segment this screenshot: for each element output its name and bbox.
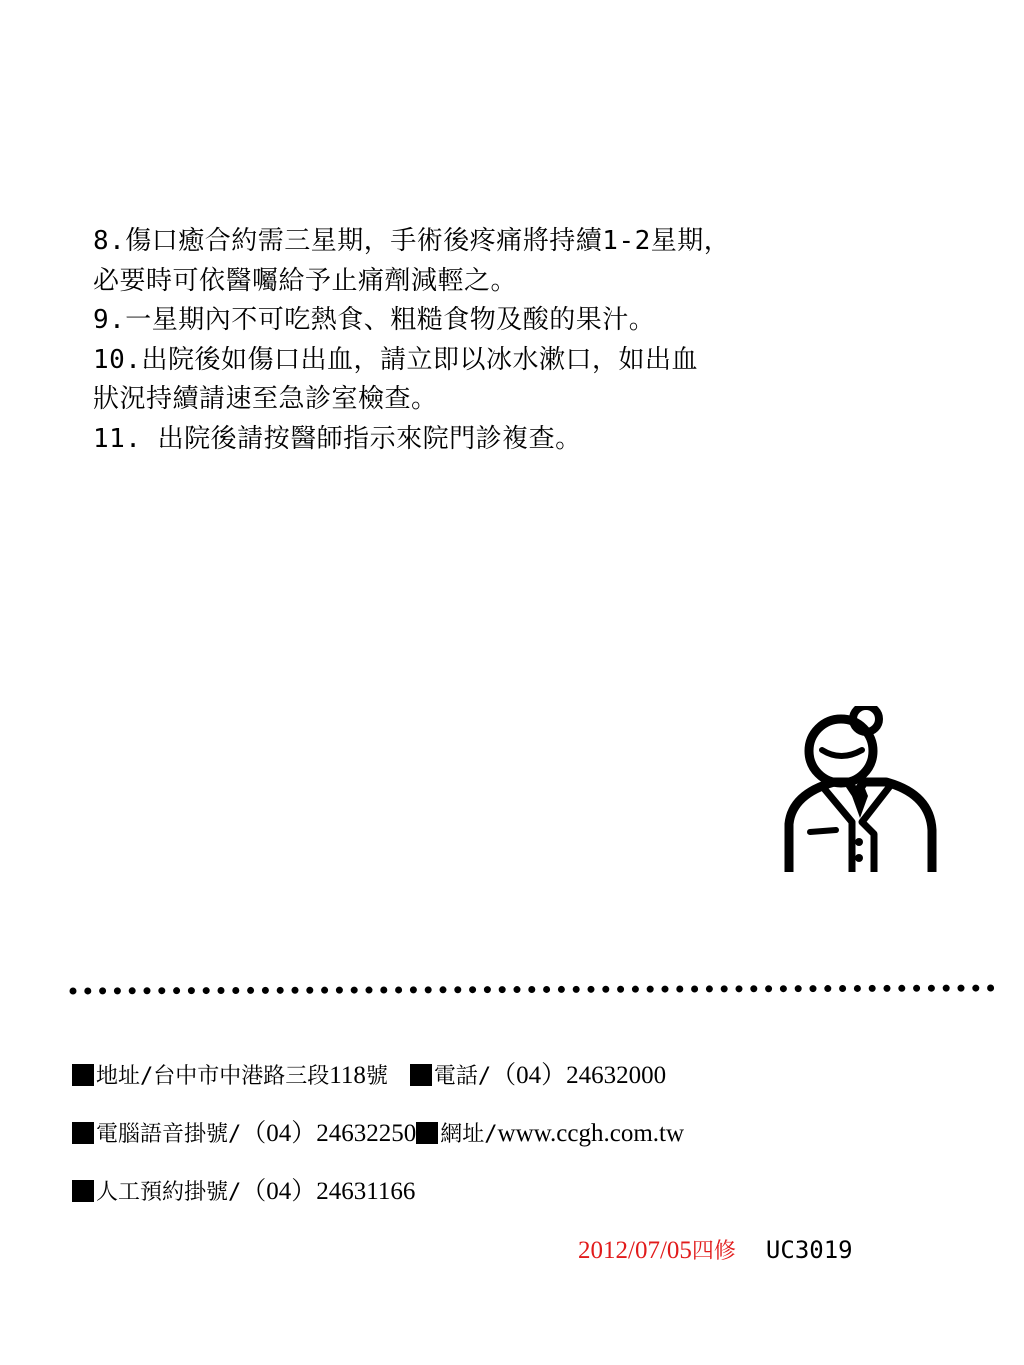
phone-number: （04）24632000	[491, 1062, 667, 1089]
black-square-icon	[416, 1122, 438, 1144]
address-suffix: 號	[365, 1064, 388, 1089]
black-square-icon	[410, 1064, 432, 1086]
contact-row-manual	[72, 1171, 415, 1211]
contact-row-voice-website	[72, 1113, 684, 1153]
instruction-line-10-cont: 狀況持續請速至急診室檢查。	[93, 384, 438, 414]
address-number: 118	[329, 1062, 366, 1089]
instruction-line-11: 11. 出院後請按醫師指示來院門診複查。	[93, 423, 582, 454]
document-code: UC3019	[765, 1236, 853, 1264]
manual-registration-number: （04）24631166	[241, 1178, 416, 1205]
instruction-line-9: 9.一星期內不可吃熱食、粗糙食物及酸的果汁。	[93, 305, 656, 335]
revision-label: 四修	[691, 1239, 736, 1264]
website-label: 網址/	[440, 1122, 498, 1147]
black-square-icon	[72, 1122, 94, 1144]
black-square-icon	[72, 1064, 94, 1086]
website-url[interactable]: www.ccgh.com.tw	[497, 1120, 685, 1147]
doctor-icon	[782, 706, 942, 878]
voice-registration-number: （04）24632250	[241, 1120, 417, 1147]
address-label: 地址/台中市中港路三段	[96, 1064, 330, 1089]
instruction-line-8: 8.傷口癒合約需三星期，手術後疼痛將持續1-2星期，	[93, 226, 731, 256]
manual-registration-label: 人工預約掛號/	[96, 1180, 242, 1205]
black-square-icon	[72, 1180, 94, 1202]
voice-registration-label: 電腦語音掛號/	[96, 1122, 242, 1147]
instruction-list	[93, 222, 973, 459]
phone-label: 電話/	[433, 1064, 492, 1089]
revision-date: 2012/07/05	[578, 1237, 692, 1264]
instruction-line-8-cont: 必要時可依醫囑給予止痛劑減輕之。	[93, 265, 518, 296]
dotted-divider	[68, 980, 1000, 1000]
instruction-line-10: 10.出院後如傷口出血，請立即以冰水漱口，如出血	[93, 344, 698, 375]
contact-row-address-phone	[72, 1055, 666, 1095]
revision-footer	[578, 1230, 853, 1270]
